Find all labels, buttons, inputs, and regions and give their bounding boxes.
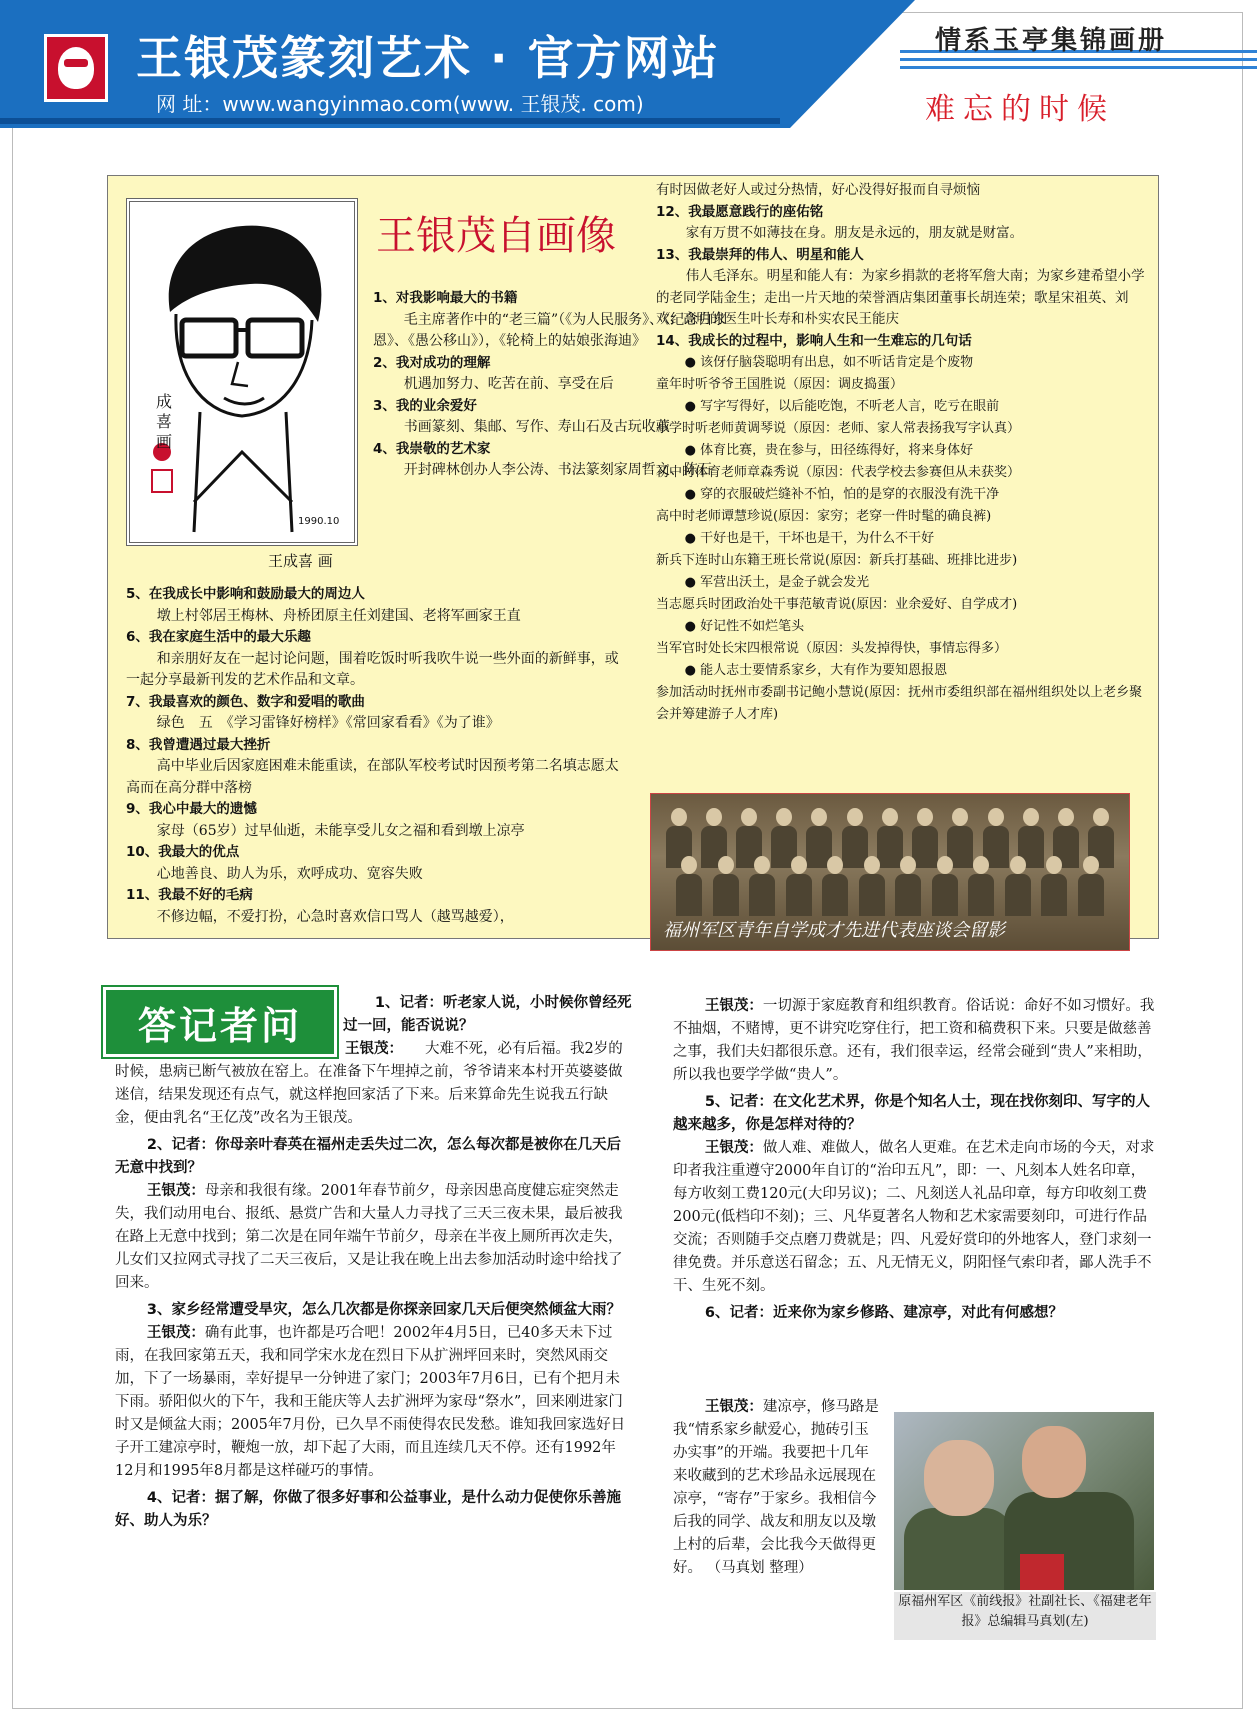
interview-photo xyxy=(894,1412,1154,1590)
profile-question: 4、我崇敬的艺术家 xyxy=(373,440,491,457)
saying-text: ● 穿的衣服破烂缝补不怕，怕的是穿的衣服没有洗干净 xyxy=(684,487,1000,502)
interview-question: 6、记者：近来你为家乡修路、建凉亭，对此有何感想？ xyxy=(704,1305,1063,1321)
profile-answer: 书画篆刻、集邮、写作、寿山石及古玩收藏 xyxy=(403,419,670,435)
album-subtitle: 难忘的时候 xyxy=(925,92,1115,127)
site-title[interactable]: 王银茂篆刻艺术 · 官方网站 xyxy=(136,31,720,85)
profile-answer: 墩上村邻居王梅林、舟桥团原主任刘建国、老将军画家王直 xyxy=(156,607,521,624)
portrait-caption: 王成喜 画 xyxy=(268,552,333,570)
profile-answer: 心地善良、助人为乐，欢呼成功、宽容失败 xyxy=(156,865,423,882)
interview-question: 3、家乡经常遭受旱灾，怎么几次都是你探亲回家几天后便突然倾盆大雨？ xyxy=(146,1302,621,1318)
saying-text: ● 体育比赛，贵在参与，田径练得好，将来身体好 xyxy=(684,443,974,458)
interview-q6-answer xyxy=(673,1396,883,1580)
interview-answer-text: 一切源于家庭教育和组织教育。俗话说：命好不如习惯好。我不抽烟，不赌博，更不讲究吃穿住行，把工资和稿费积下来。只要是做慈善之事，我们夫妇都很乐意。还有，我们很幸运，经常会碰到“贵人”来相助，所以我也要学学做“贵人”。 xyxy=(673,998,1155,1083)
interview-answer xyxy=(673,995,1156,1087)
profile-question: 3、我的业余爱好 xyxy=(373,397,477,414)
interview-answer-text: 确有此事，也许都是巧合吧！2002年4月5日，已40多天未下过雨，在我回家第五天，我和同学宋水龙在烈日下从扩洲坪回来时，突然风雨交加，下了一场暴雨，幸好提早一分钟进了家门；2003年7月6日，已有个把月未下雨。骄阳似火的下午，我和王能庆等人去扩洲坪为家母“祭水”，回来刚进家门时又是倾盆大雨；2005年7月份，已久旱不雨使得农民发愁。谁知我回家选好日子开工建凉亭时，鞭炮一放，却下起了大雨，而且连续几天不停。还有1992年12月和1995年8月都是这样碰巧的事情。 xyxy=(115,1325,626,1479)
portrait-signature: 成喜画 xyxy=(156,392,173,451)
profile-question: 12、我最愿意践行的座佑铭 xyxy=(656,203,824,220)
saying-text: ● 该伢仔脑袋聪明有出息，如不听话肯定是个废物 xyxy=(684,355,974,370)
profile-answer: 绿色 五 《学习雷锋好榜样》《常回家看看》《为了谁》 xyxy=(156,715,500,731)
interview-question: 1、记者：听老家人说，小时候你曾经死过一回，能否说说？ xyxy=(343,995,632,1034)
interview-question: 5、记者：在文化艺术界，你是个知名人士，现在找你刻印、写字的人越来越多，你是怎样对待的？ xyxy=(673,1094,1150,1133)
interview-answer-text: 大难不死，必有后福。我2岁的时候，患病已断气被放在窑上。在准备下午埋掉之前，爷爷请来本村开英婆婆做迷信，结果发现还有点气，就这样抱回家活了下来。后来算命先生说我五行缺金，便由乳名“王亿茂”改名为王银茂。 xyxy=(115,1041,623,1126)
saying-source: 参加活动时抚州市委副书记鲍小慧说(原因：抚州市委组织部在福州组织处以上老乡聚会并筹建游子人才库) xyxy=(656,685,1143,722)
interview-photo-caption: 原福州军区《前线报》社副社长、《福建老年报》总编辑马真划(左) xyxy=(894,1592,1156,1640)
answer-lead: 王银茂： xyxy=(704,1140,763,1156)
profile-answer: 家母（65岁）过早仙逝，未能享受儿女之福和看到墩上凉亭 xyxy=(156,822,525,839)
self-portrait-drawing xyxy=(126,198,358,546)
interview-answer xyxy=(673,1396,883,1580)
saying-text: ● 写字写得好，以后能吃饱，不听老人言，吃亏在眼前 xyxy=(684,399,1000,414)
saying-source: 当志愿兵时团政治处干事范敏青说(原因：业余爱好、自学成才) xyxy=(656,597,1018,612)
profile-question: 9、我心中最大的遗憾 xyxy=(126,801,257,817)
interview-credit: （马真划 整理） xyxy=(706,1560,813,1576)
profile-question: 5、在我成长中影响和鼓励最大的周边人 xyxy=(126,586,365,602)
answer-lead: 王银茂： xyxy=(704,998,763,1014)
saying-list xyxy=(656,352,1146,726)
saying-source: 当军官时处长宋四根常说（原因：头发掉得快，事情忘得多） xyxy=(656,641,1008,656)
interview-answer xyxy=(115,1322,633,1483)
certificate-icon xyxy=(1020,1554,1064,1590)
profile-question: 14、我成长的过程中，影响人生和一生难忘的几句话 xyxy=(656,332,972,349)
saying-source: 新兵下连时山东籍王班长常说(原因：新兵打基础、班排比进步) xyxy=(656,553,1018,568)
site-logo[interactable] xyxy=(44,34,108,102)
interview-question: 4、记者：据了解，你做了很多好事和公益事业，是什么动力促使你乐善施好、助人为乐？ xyxy=(115,1490,621,1529)
profile-question: 6、我在家庭生活中的最大乐趣 xyxy=(126,629,311,645)
profile-answer: 毛主席著作中的“老三篇”（《为人民服务》、《纪念白求恩》、《愚公移山》），《轮椅上的姑娘张海迪》 xyxy=(373,311,727,349)
interview-right-column xyxy=(673,995,1156,1325)
profile-continuation: 有时因做老好人或过分热情，好心没得好报而自寻烦恼 xyxy=(656,182,980,198)
profile-question: 8、我曾遭遇过最大挫折 xyxy=(126,736,271,753)
interview-question: 2、记者：你母亲叶春英在福州走丢失过二次，怎么每次都是被你在几天后无意中找到？ xyxy=(115,1137,621,1176)
photo-row-front xyxy=(671,856,1109,916)
profile-answer: 机遇加努力、吃苦在前、享受在后 xyxy=(403,376,614,392)
portrait-logo-icon xyxy=(58,47,94,89)
interview-answer xyxy=(673,1137,1156,1298)
profile-answer: 不修边幅，不爱打扮，心急时喜欢信口骂人（越骂越爱）， xyxy=(156,908,514,925)
saying-source: 小学时听老师黄调琴说（原因：老师、家人常表扬我写字认真） xyxy=(656,421,1021,436)
profile-answer: 家有万贯不如薄技在身。朋友是永远的，朋友就是财富。 xyxy=(685,225,1024,241)
profile-list-bottom xyxy=(126,584,631,928)
interview-answer-text: 建凉亭，修马路是我“情系家乡献爱心，抛砖引玉办实事”的开端。我要把十几年来收藏到的艺术珍品永远展现在凉亭，“寄存”于家乡。我相信今后我的同学、战友和朋友以及墩上村的后辈，会比我今天做得更好。 xyxy=(673,1399,879,1576)
interview-answer-text: 做人难、难做人，做名人更难。在艺术走向市场的今天，对求印者我注重遵守2000年自订的“治印五凡”，即：一、凡刻本人姓名印章，每方收刻工费120元(大印另议)；二、凡刻送人礼品印章，每方印收刻工费200元(低档印不刻)；三、凡华夏著名人物和艺术家需要刻印，可进行作品交流；否则随手交点磨刀费就是；四、凡爱好赏印的外地客人，登门求刻一律免费。并乐意送石留念；五、凡无情无义，阴阳怪气索印者，鄙人洗手不干、生死不刻。 xyxy=(673,1140,1155,1294)
saying-source: 初中时体育老师章森秀说（原因：代表学校去参赛但从未获奖） xyxy=(656,465,1021,480)
saying-text: ● 干好也是干，干坏也是干，为什么不干好 xyxy=(684,531,935,546)
profile-title: 王银茂自画像 xyxy=(376,213,616,259)
header-underline xyxy=(0,118,780,124)
interview-q1-block xyxy=(343,992,633,1038)
profile-answer: 开封碑林创办人李公涛、书法篆刻家周哲文、陈石 xyxy=(403,462,712,478)
profile-question: 1、对我影响最大的书籍 xyxy=(373,290,518,306)
profile-list-right xyxy=(656,180,1146,726)
site-url-link[interactable]: 网 址：www.wangyinmao.com(www. 王银茂. com) xyxy=(156,92,644,116)
saying-text: ● 军营出沃土，是金子就会发光 xyxy=(684,575,870,590)
profile-answer: 高中毕业后因家庭困难未能重读，在部队军校考试时因预考第二名填志愿太高而在高分群中落榜 xyxy=(126,758,619,796)
portrait-sketch-icon xyxy=(130,202,354,542)
saying-source: 童年时听爷爷王国胜说（原因：调皮捣蛋） xyxy=(656,377,904,392)
profile-question: 2、我对成功的理解 xyxy=(373,354,491,371)
profile-answer: 伟人毛泽东。明星和能人有：为家乡捐款的老将军詹大南；为家乡建希望小学的老同学陆金生；走出一片天地的荣誉酒店集团董事长胡连荣；歌星宋祖英、刘欢；高明的医生叶长寿和朴实农民王能庆 xyxy=(656,268,1145,327)
album-name: 情系玉亭集锦画册 xyxy=(935,26,1168,56)
interview-answer-text: 母亲和我很有缘。2001年春节前夕，母亲因患高度健忘症突然走失，我们动用电台、报纸、悬赏广告和大量人力寻找了三天三夜未果，最后被我在路上无意中找到；第二次是在同年端午节前夕，母亲在半夜上厕所再次走失，儿女们又拉网式寻找了二天三夜后，又是让我在晚上出去参加活动时途中给找了回来。 xyxy=(115,1183,623,1291)
group-photo-caption: 福州军区青年自学成才先进代表座谈会留影 xyxy=(663,920,1005,941)
portrait-date: 1990.10 xyxy=(298,516,340,527)
interview-left-column xyxy=(115,1038,633,1533)
saying-source: 高中时老师谭慧珍说(原因：家穷；老穿一件时髦的确良裤) xyxy=(656,509,992,524)
answer-lead: 王银茂： xyxy=(146,1183,205,1199)
answer-lead: 王银茂： xyxy=(146,1325,205,1341)
profile-answer: 和亲朋好友在一起讨论问题，围着吃饭时听我吹牛说一些外面的新鲜事，或一起分享最新刊发的艺术作品和文章。 xyxy=(126,650,619,688)
saying-text: ● 好记性不如烂笔头 xyxy=(684,619,805,634)
profile-question: 13、我最崇拜的伟人、明星和能人 xyxy=(656,246,864,263)
saying-text: ● 能人志士要情系家乡，大有作为要知恩报恩 xyxy=(684,663,948,678)
profile-panel xyxy=(107,175,1159,939)
interview-banner: 答记者问 xyxy=(103,987,337,1057)
answer-lead: 王银茂： xyxy=(704,1399,763,1415)
answer-lead: 王银茂： xyxy=(345,1041,403,1057)
profile-question: 10、我最大的优点 xyxy=(126,844,240,860)
group-photo xyxy=(650,793,1130,951)
profile-question: 11、我最不好的毛病 xyxy=(126,887,253,903)
profile-question: 7、我最喜欢的颜色、数字和爱唱的歌曲 xyxy=(126,693,365,710)
interview-answer xyxy=(115,1180,633,1295)
